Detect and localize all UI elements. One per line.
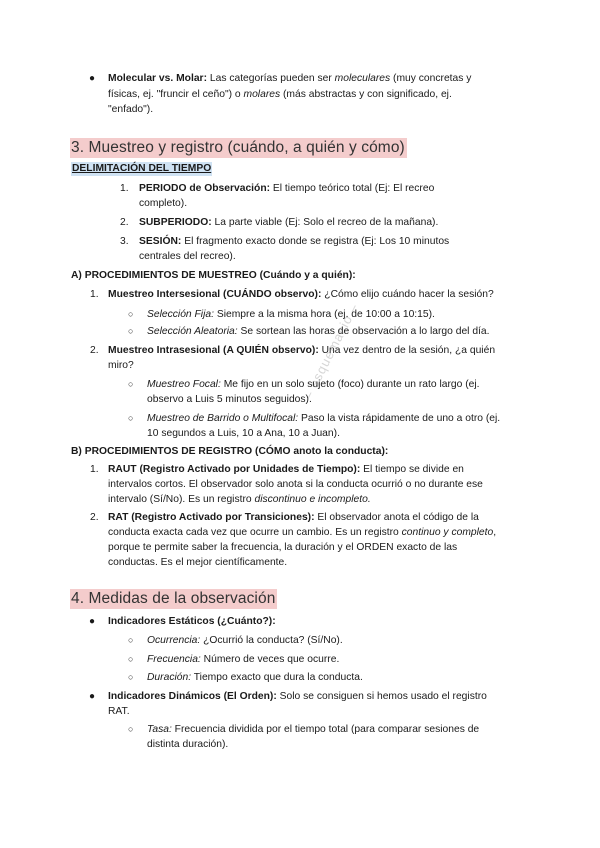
item-label: Tasa: [147,724,172,735]
section-4-heading: 4. Medidas de la observación [71,590,276,607]
static-indicators-title: Indicadores Estáticos (¿Cuánto?): [108,616,276,627]
molecular-line-1 [108,71,471,86]
intersession-text: ¿Cómo elijo cuándo hacer la sesión? [321,289,494,300]
watermark: – esquemacio – [300,300,362,402]
list-item [108,689,487,704]
rat-text: porque te permite saber la frecuencia, la duración y el ORDEN exacto de las [108,542,458,553]
raut-text: intervalos cortos. El observador solo anota si la conducta ocurrió o no durante ese [108,479,483,490]
period-title: SESIÓN: [139,236,182,247]
period-text: El fragmento exacto donde se registra (Ej: Los 10 minutos [181,236,450,247]
list-number: 2. [120,217,129,228]
list-number: 2. [90,512,99,523]
list-item [108,462,464,477]
hollow-circle-icon: ○ [128,635,134,645]
item-label: Ocurrencia: [147,635,201,646]
item-label: Frecuencia: [147,654,201,665]
intrasession-text: Una vez dentro de la sesión, ¿a quién [318,345,496,356]
item-text: Se sortean las horas de observación a lo largo del día. [237,326,490,337]
period-title: SUBPERIODO: [139,217,212,228]
item-text: distinta duración). [147,739,229,750]
hollow-circle-icon: ○ [128,309,134,319]
hollow-circle-icon: ○ [128,672,134,682]
bullet-dot-icon: ● [89,691,96,702]
period-title: PERIODO de Observación: [139,183,271,194]
list-item [139,215,438,230]
rat-text-part: , [493,527,497,538]
list-item [147,307,435,322]
item-text: Siempre a la misma hora (ej. de 10:00 a 10:15). [213,309,435,320]
list-number: 2. [90,345,99,356]
molecular-text: (muy concretas y [390,73,472,84]
list-item [139,234,449,249]
intrasession-text: miro? [108,360,134,371]
raut-text-part: intervalo (Sí/No). Es un registro [108,494,255,505]
item-label: Muestreo de Barrido o Multifocal: [147,413,299,424]
recording-procedures-heading: B) PROCEDIMIENTOS DE REGISTRO (CÓMO anoto la conducta): [71,446,389,457]
item-label: Muestreo Focal: [147,379,221,390]
list-number: 1. [90,464,99,475]
hollow-circle-icon: ○ [128,724,134,734]
molecular-text: físicas, ej. "fruncir el ceño") o [108,89,244,100]
rat-text-part: conducta exacta cada vez que ocurre un cambio. Es un registro [108,527,402,538]
item-label: Duración: [147,672,192,683]
bullet-dot-icon: ● [89,616,96,627]
hollow-circle-icon: ○ [128,379,134,389]
molar-term: molares [243,89,281,100]
rat-title: RAT (Registro Activado por Transiciones): [108,512,315,523]
hollow-circle-icon: ○ [128,654,134,664]
item-text: ¿Ocurrió la conducta? (Sí/No). [200,635,343,646]
list-number: 1. [120,183,129,194]
molecular-term: moleculares [334,73,391,84]
period-text: centrales del recreo). [139,251,236,262]
section-3-heading: 3. Muestreo y registro (cuándo, a quién y cómo) [71,139,405,156]
list-item [147,411,500,426]
intrasession-title: Muestreo Intrasesional (A QUIÉN observo): [108,345,319,356]
list-item [139,181,434,196]
dynamic-indicators-title: Indicadores Dinámicos (El Orden): [108,691,277,702]
list-item [147,722,479,737]
list-item [147,633,343,648]
item-label: Selección Fija: [147,309,214,320]
molecular-line-3: "enfado"). [108,104,154,115]
molecular-line-2 [108,87,452,102]
dynamic-text: Solo se consiguen si hemos usado el registro [276,691,487,702]
dynamic-text: RAT. [108,706,130,717]
molecular-text: Las categorías pueden ser [207,73,335,84]
raut-title: RAUT (Registro Activado por Unidades de Tiempo): [108,464,361,475]
sampling-procedures-heading: A) PROCEDIMIENTOS DE MUESTREO (Cuándo y a quién): [71,270,356,281]
molecular-text: (más abstractas y con significado, ej. [280,89,452,100]
intersession-title: Muestreo Intersesional (CUÁNDO observo): [108,289,322,300]
rat-emphasis: continuo y completo [401,527,494,538]
item-text: 10 segundos a Luis, 10 a Ana, 10 a Juan). [147,428,340,439]
item-text: Frecuencia dividida por el tiempo total (para comparar sesiones de [171,724,480,735]
item-text: Tiempo exacto que dura la conducta. [191,672,363,683]
raut-text: El tiempo se divide en [360,464,464,475]
time-delimitation-subheading: DELIMITACIÓN DEL TIEMPO [72,163,212,174]
rat-text: conductas. Es el mejor científicamente. [108,557,288,568]
item-label: Selección Aleatoria: [147,326,238,337]
period-text: La parte viable (Ej: Solo el recreo de la mañana). [211,217,439,228]
item-text: Número de veces que ocurre. [200,654,340,665]
period-text: El tiempo teórico total (Ej: El recreo [270,183,435,194]
item-text: observo a Luis 5 minutos seguidos). [147,394,312,405]
list-item [147,324,490,339]
item-text: Paso la vista rápidamente de uno a otro (ej. [298,413,501,424]
rat-text: El observador anota el código de la [314,512,479,523]
list-item [147,652,339,667]
raut-text [108,492,371,507]
list-item [108,510,479,525]
list-number: 1. [90,289,99,300]
rat-text [108,525,496,540]
list-number: 3. [120,236,129,247]
bullet-dot-icon: ● [89,73,96,84]
raut-emphasis: discontinuo e incompleto. [254,494,371,505]
list-item [108,343,495,358]
hollow-circle-icon: ○ [128,326,134,336]
item-text: Me fijo en un solo sujeto (foco) durante un rato largo (ej. [220,379,480,390]
list-item [147,670,363,685]
molecular-title: Molecular vs. Molar: [108,73,207,84]
list-item [108,287,494,302]
period-text: completo). [139,198,188,209]
hollow-circle-icon: ○ [128,413,134,423]
